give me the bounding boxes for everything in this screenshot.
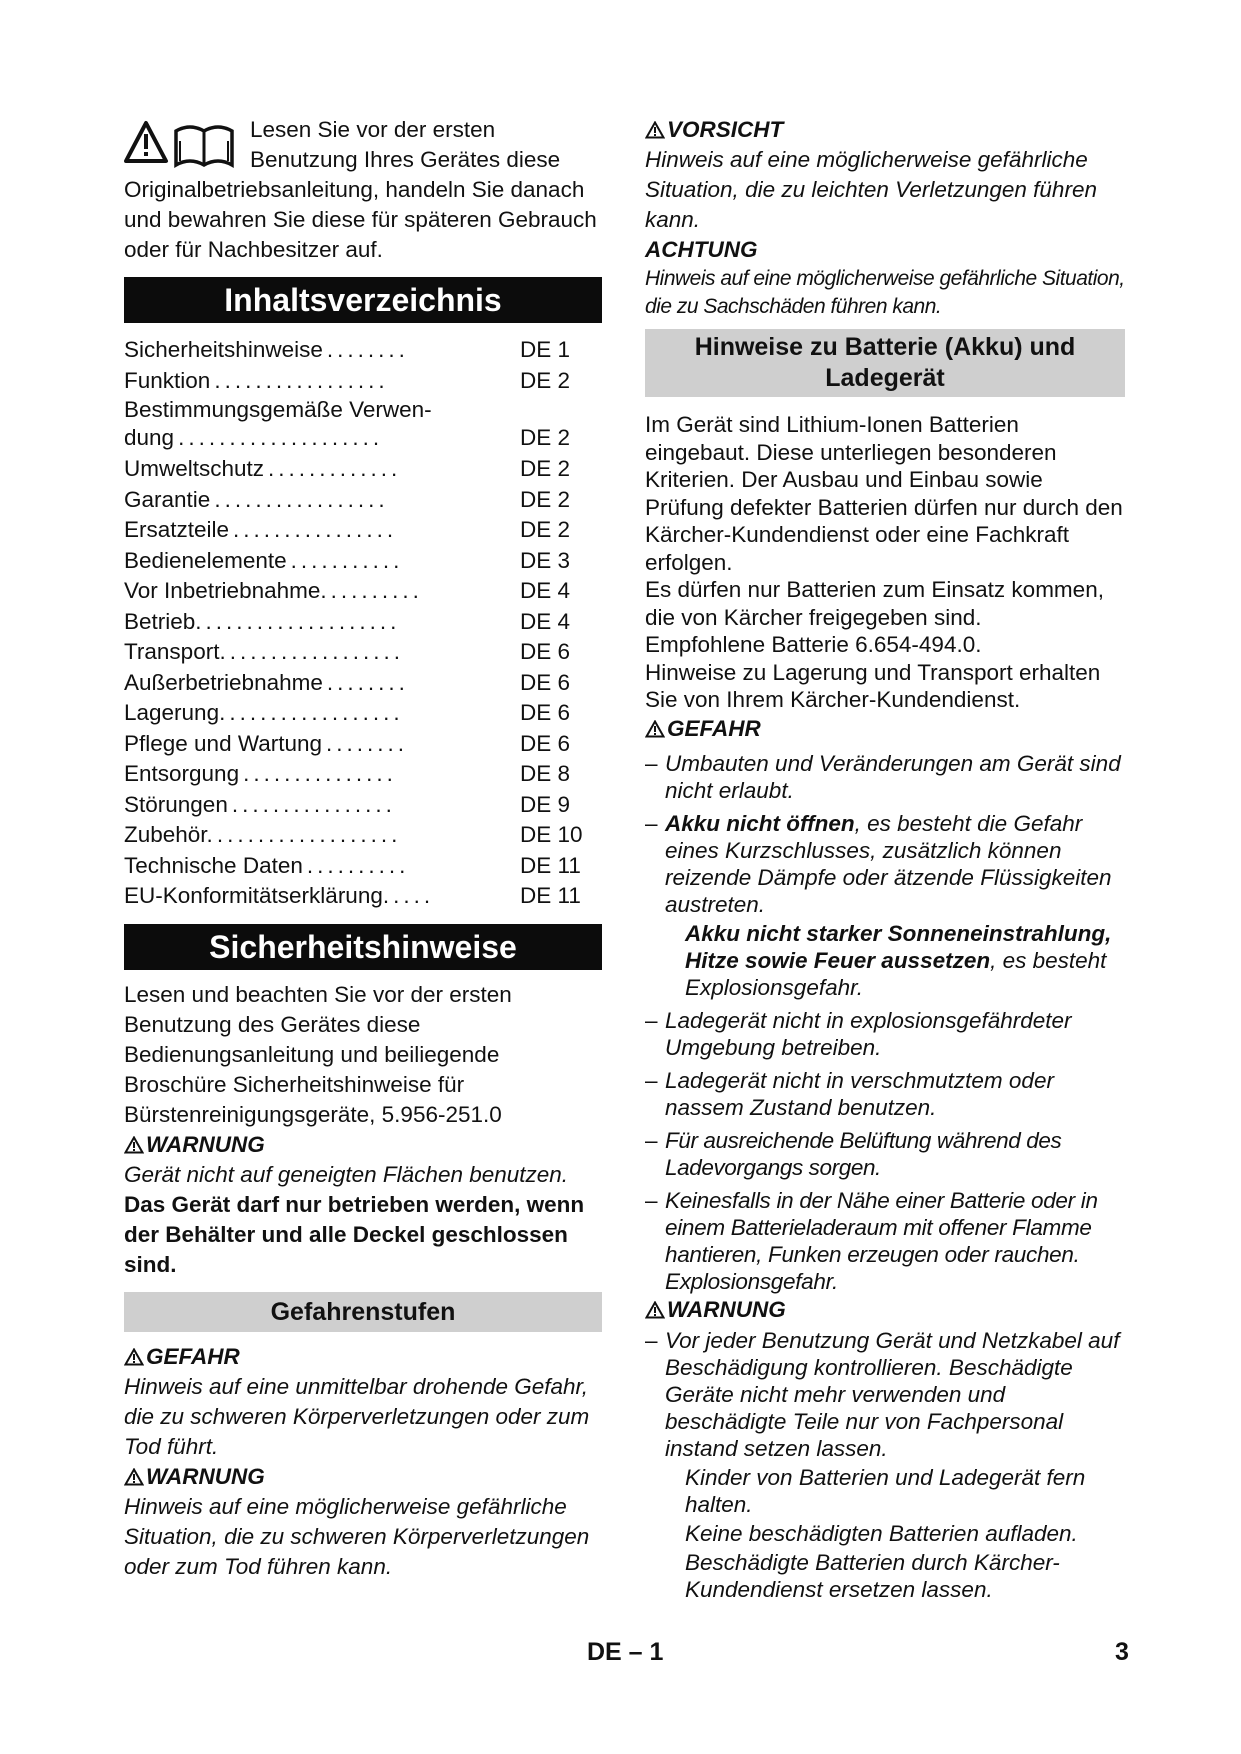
warning-triangle-icon	[124, 1468, 144, 1486]
level-text-danger: Hinweis auf eine unmittelbar drohende Gefahr, die zu schweren Körperverletzungen oder zum Tod führt.	[124, 1373, 590, 1459]
warning-triangle-icon	[124, 1136, 144, 1154]
battery-paragraph-2: Es dürfen nur Batterien zum Einsatz kommen, die von Kärcher freigegeben sind.	[645, 577, 1104, 630]
battery-heading	[645, 329, 1125, 397]
warning-item: – Vor jeder Benutzung Gerät und Netzkabel auf Beschädigung kontrollieren. Beschädigte Geräte nicht mehr verwenden und beschädigte Teile nur von Fachpersonal instand setzen lassen. Kinder von Batterien und Ladegerät fern halten. Keine beschädigten Batterien aufladen. Beschädigte Batterien durch Kärcher-Kundendienst ersetzen lassen.	[645, 1327, 1125, 1603]
right-column	[645, 115, 1125, 1603]
toc-entry[interactable]: Sicherheitshinweise ........ DE 1	[124, 337, 571, 362]
toc-entry[interactable]: Bedienelemente ........... DE 3	[124, 547, 571, 573]
battery-paragraph-3: Empfohlene Batterie 6.654-494.0.	[645, 632, 982, 657]
toc-entry[interactable]: Umweltschutz ............. DE 2	[124, 456, 571, 481]
toc-heading: Inhaltsverzeichnis	[124, 277, 602, 323]
toc-entry[interactable]: Zubehör. .................. DE 10	[124, 822, 583, 847]
footer-section-label: DE – 1	[587, 1638, 664, 1666]
level-label-caution: VORSICHT	[645, 115, 1125, 145]
toc-entry[interactable]: Außerbetriebnahme ........ DE 6	[124, 669, 571, 695]
warning-and-manual-icon	[124, 117, 242, 175]
battery-paragraph-1: Im Gerät sind Lithium-Ionen Batterien eingebaut. Diese unterliegen besonderen Kriterien. Der Ausbau und Einbau sowie Prüfung defekter Batterien dürfen nur durch den Kärcher-Kundendienst oder eine Fachkraft erfolgen.	[645, 412, 1123, 575]
danger-item: – Umbauten und Veränderungen am Gerät sind nicht erlaubt.	[645, 750, 1125, 804]
battery-paragraph-4: Hinweise zu Lagerung und Transport erhalten Sie von Ihrem Kärcher-Kundendienst.	[645, 659, 1101, 712]
level-label-warning: WARNUNG	[124, 1462, 602, 1492]
toc-entry[interactable]: Betrieb. ................... DE 4	[124, 608, 571, 634]
danger-item: – Keinesfalls in der Nähe einer Batterie oder in einem Batterieladeraum mit offener Flamme hantieren, Funken erzeugen oder rauchen. Explosionsgefahr.	[645, 1187, 1125, 1295]
battery-warning-label: WARNUNG	[645, 1295, 1125, 1325]
battery-heading-line1: Hinweise zu Batterie (Akku) und	[694, 333, 1076, 361]
toc-entry[interactable]: Transport. ................. DE 6	[124, 639, 571, 664]
danger-item: – Für ausreichende Belüftung während des Ladevorgangs sorgen.	[645, 1127, 1125, 1181]
intro-text: Lesen Sie vor der ersten Benutzung Ihres Gerätes diese Originalbetriebsanleitung, handeln Sie danach und bewahren Sie diese für späteren Gebrauch oder für Nachbesitzer auf.	[124, 117, 597, 262]
warning-triangle-icon	[645, 720, 665, 738]
toc-entry[interactable]: Störungen ................ DE 9	[124, 791, 571, 817]
toc-entry[interactable]: Bestimmungsgemäße Verwen- dung .................... DE 2	[124, 397, 571, 450]
level-text-attention: Hinweis auf eine möglicherweise gefährliche Situation, die zu Sachschäden führen kann.	[645, 267, 1125, 318]
toc-entry[interactable]: Entsorgung ............... DE 8	[124, 761, 571, 786]
warning-triangle-icon	[645, 1301, 665, 1319]
safety-warning-label: WARNUNG	[124, 1130, 602, 1160]
toc-entry[interactable]: Vor Inbetriebnahme. ......... DE 4	[124, 578, 571, 603]
safety-bold-text: Das Gerät darf nur betrieben werden, wenn der Behälter und alle Deckel geschlossen sind.	[124, 1191, 585, 1277]
toc-entry[interactable]: Funktion ................. DE 2	[124, 367, 571, 393]
toc-entry[interactable]: Garantie ................. DE 2	[124, 486, 571, 512]
left-column	[124, 115, 602, 1582]
danger-item-bold: Akku nicht starker Sonneneinstrahlung, Hitze sowie Feuer aussetzen	[685, 920, 1112, 973]
safety-heading: Sicherheitshinweise	[124, 924, 602, 970]
warning-triangle-icon	[124, 1348, 144, 1366]
toc-entry[interactable]: Technische Daten .......... DE 11	[124, 852, 581, 878]
safety-text: Lesen und beachten Sie vor der ersten Benutzung des Gerätes diese Bedienungsanleitung und beiliegende Broschüre Sicherheitshinweise für Bürstenreinigungsgeräte, 5.956-251.0	[124, 981, 512, 1127]
intro-block	[124, 115, 602, 265]
toc-entry[interactable]: EU-Konformitätserklärung. .... DE 11	[124, 883, 581, 908]
danger-item: – Akku nicht öffnen, es besteht die Gefahr eines Kurzschlusses, zusätzlich können reizende Dämpfe oder ätzende Flüssigkeiten austreten. Akku nicht starker Sonneneinstrahlung, Hitze sowie Feuer aussetzen, es besteht Explosionsgefahr.	[645, 810, 1125, 1001]
level-label-danger: GEFAHR	[124, 1342, 602, 1372]
danger-item-bold: Akku nicht öffnen	[665, 810, 855, 836]
toc-entry[interactable]: Lagerung. ................. DE 6	[124, 700, 571, 725]
danger-item: – Ladegerät nicht in explosionsgefährdeter Umgebung betreiben.	[645, 1007, 1125, 1061]
table-of-contents	[124, 335, 602, 912]
toc-entry[interactable]: Ersatzteile ................ DE 2	[124, 517, 571, 542]
hazard-levels-heading: Gefahrenstufen	[124, 1292, 602, 1332]
level-text-warning: Hinweis auf eine möglicherweise gefährliche Situation, die zu schweren Körperverletzungen oder zum Tod führen kann.	[124, 1493, 590, 1579]
battery-danger-label: GEFAHR	[645, 714, 1125, 744]
warning-triangle-icon	[645, 121, 665, 139]
footer-page-number: 3	[1115, 1638, 1129, 1666]
danger-item: – Ladegerät nicht in verschmutztem oder nassem Zustand benutzen.	[645, 1067, 1125, 1121]
battery-heading-line2: Ladegerät	[825, 364, 945, 392]
toc-entry[interactable]: Pflege und Wartung ........ DE 6	[124, 730, 571, 756]
level-label-attention: ACHTUNG	[645, 237, 758, 262]
level-text-caution: Hinweis auf eine möglicherweise gefährliche Situation, die zu leichten Verletzungen führen kann.	[645, 147, 1097, 232]
safety-warning-text: Gerät nicht auf geneigten Flächen benutzen.	[124, 1161, 569, 1187]
